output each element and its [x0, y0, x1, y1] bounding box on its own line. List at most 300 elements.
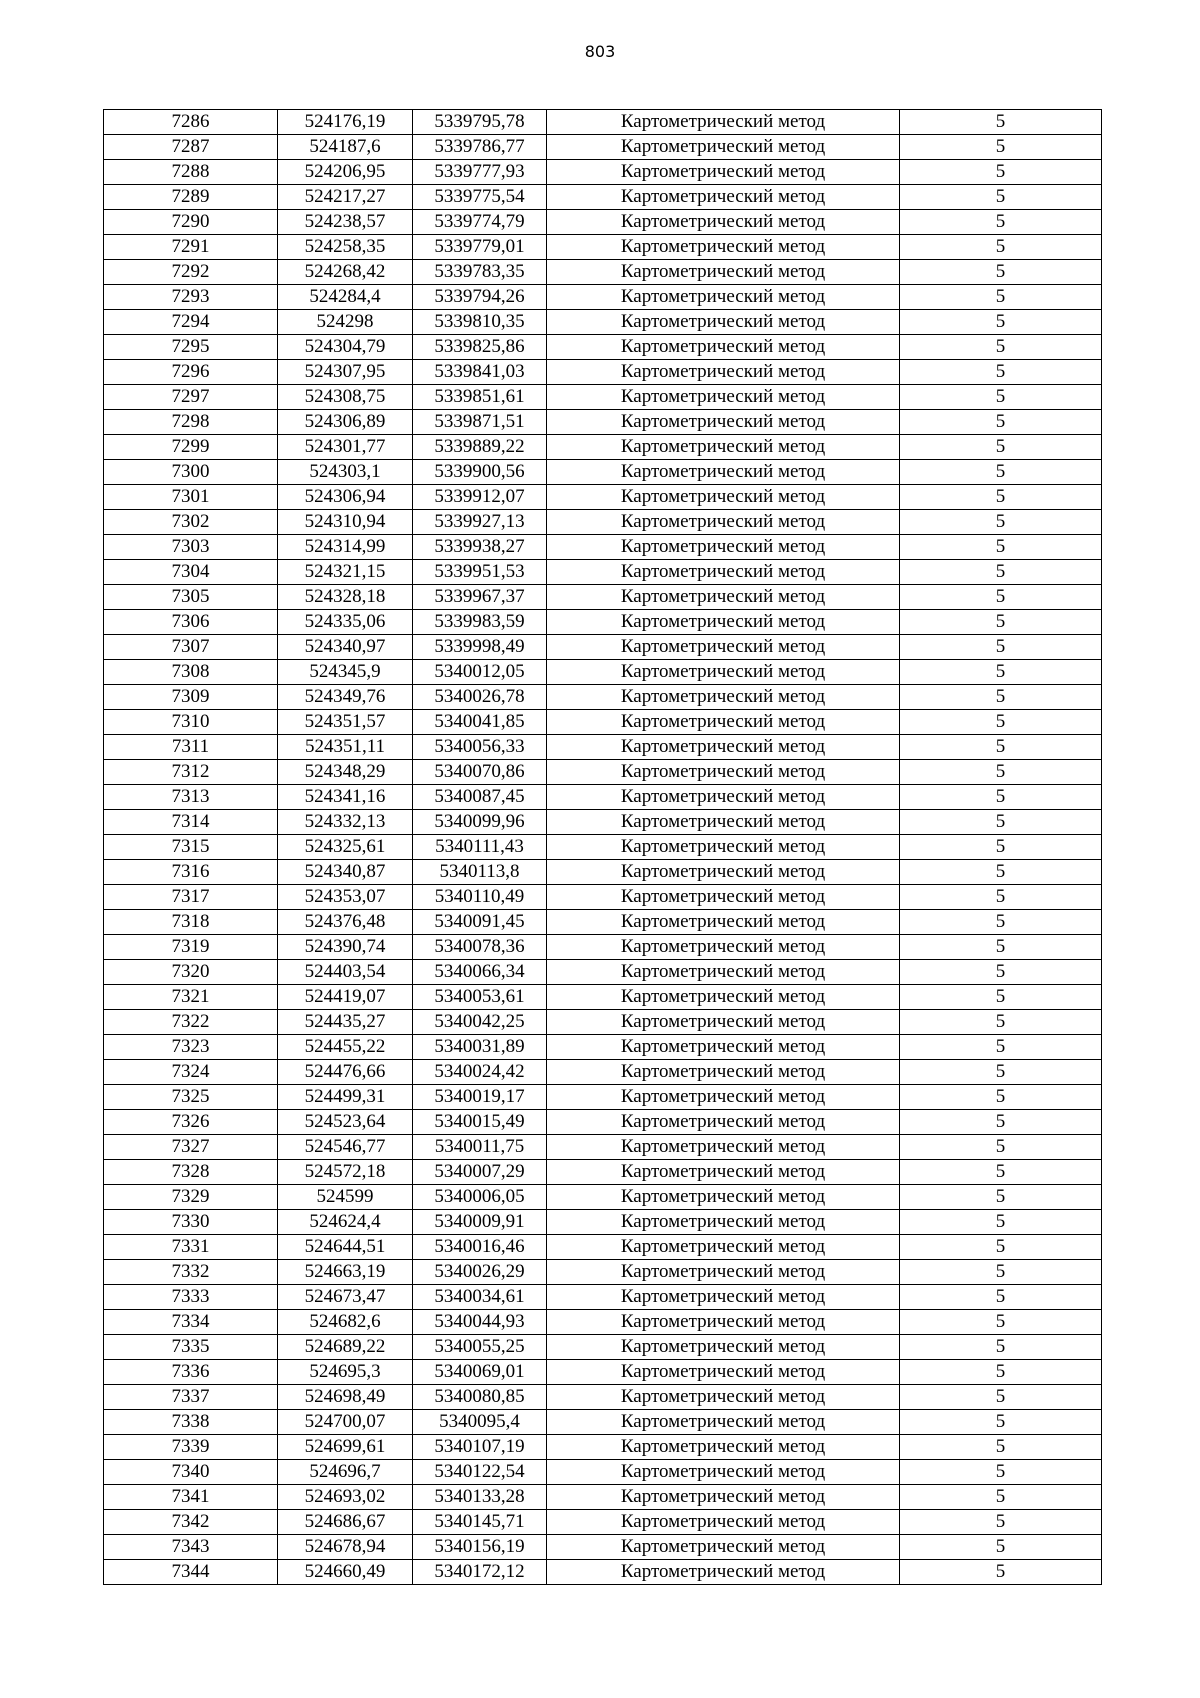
table-row — [104, 1335, 1102, 1360]
point-number-cell: 7306 — [104, 610, 278, 635]
x-coordinate-cell: 524599 — [278, 1185, 413, 1210]
table-row — [104, 1285, 1102, 1310]
point-number-cell: 7341 — [104, 1485, 278, 1510]
point-number-cell: 7313 — [104, 785, 278, 810]
x-coordinate-cell: 524696,7 — [278, 1460, 413, 1485]
y-coordinate-cell: 5340026,78 — [413, 685, 547, 710]
y-coordinate-cell: 5340087,45 — [413, 785, 547, 810]
x-coordinate-cell: 524351,11 — [278, 735, 413, 760]
table-row — [104, 1435, 1102, 1460]
x-coordinate-cell: 524499,31 — [278, 1085, 413, 1110]
x-coordinate-cell: 524306,89 — [278, 410, 413, 435]
point-number-cell: 7337 — [104, 1385, 278, 1410]
method-cell: Картометрический метод — [547, 560, 900, 585]
method-cell: Картометрический метод — [547, 335, 900, 360]
accuracy-cell: 5 — [900, 1335, 1102, 1360]
table-row — [104, 760, 1102, 785]
point-number-cell: 7307 — [104, 635, 278, 660]
table-row — [104, 1010, 1102, 1035]
accuracy-cell: 5 — [900, 435, 1102, 460]
x-coordinate-cell: 524314,99 — [278, 535, 413, 560]
y-coordinate-cell: 5339825,86 — [413, 335, 547, 360]
y-coordinate-cell: 5339998,49 — [413, 635, 547, 660]
x-coordinate-cell: 524301,77 — [278, 435, 413, 460]
point-number-cell: 7321 — [104, 985, 278, 1010]
y-coordinate-cell: 5340133,28 — [413, 1485, 547, 1510]
method-cell: Картометрический метод — [547, 960, 900, 985]
point-number-cell: 7293 — [104, 285, 278, 310]
x-coordinate-cell: 524523,64 — [278, 1110, 413, 1135]
y-coordinate-cell: 5339927,13 — [413, 510, 547, 535]
accuracy-cell: 5 — [900, 1210, 1102, 1235]
table-row — [104, 960, 1102, 985]
method-cell: Картометрический метод — [547, 1410, 900, 1435]
accuracy-cell: 5 — [900, 1160, 1102, 1185]
x-coordinate-cell: 524328,18 — [278, 585, 413, 610]
accuracy-cell: 5 — [900, 660, 1102, 685]
x-coordinate-cell: 524624,4 — [278, 1210, 413, 1235]
accuracy-cell: 5 — [900, 1310, 1102, 1335]
y-coordinate-cell: 5339841,03 — [413, 360, 547, 385]
table-row — [104, 1560, 1102, 1585]
table-row — [104, 460, 1102, 485]
table-row — [104, 935, 1102, 960]
method-cell: Картометрический метод — [547, 760, 900, 785]
accuracy-cell: 5 — [900, 760, 1102, 785]
x-coordinate-cell: 524187,6 — [278, 135, 413, 160]
x-coordinate-cell: 524700,07 — [278, 1410, 413, 1435]
point-number-cell: 7327 — [104, 1135, 278, 1160]
x-coordinate-cell: 524698,49 — [278, 1385, 413, 1410]
point-number-cell: 7291 — [104, 235, 278, 260]
y-coordinate-cell: 5340007,29 — [413, 1160, 547, 1185]
table-row — [104, 1535, 1102, 1560]
accuracy-cell: 5 — [900, 1260, 1102, 1285]
point-number-cell: 7309 — [104, 685, 278, 710]
method-cell: Картометрический метод — [547, 635, 900, 660]
y-coordinate-cell: 5340041,85 — [413, 710, 547, 735]
point-number-cell: 7289 — [104, 185, 278, 210]
x-coordinate-cell: 524268,42 — [278, 260, 413, 285]
y-coordinate-cell: 5340156,19 — [413, 1535, 547, 1560]
method-cell: Картометрический метод — [547, 1560, 900, 1585]
accuracy-cell: 5 — [900, 535, 1102, 560]
point-number-cell: 7312 — [104, 760, 278, 785]
method-cell: Картометрический метод — [547, 1385, 900, 1410]
x-coordinate-cell: 524644,51 — [278, 1235, 413, 1260]
table-row — [104, 435, 1102, 460]
y-coordinate-cell: 5339938,27 — [413, 535, 547, 560]
x-coordinate-cell: 524306,94 — [278, 485, 413, 510]
point-number-cell: 7303 — [104, 535, 278, 560]
accuracy-cell: 5 — [900, 960, 1102, 985]
y-coordinate-cell: 5339779,01 — [413, 235, 547, 260]
x-coordinate-cell: 524176,19 — [278, 110, 413, 135]
point-number-cell: 7334 — [104, 1310, 278, 1335]
accuracy-cell: 5 — [900, 235, 1102, 260]
point-number-cell: 7320 — [104, 960, 278, 985]
y-coordinate-cell: 5340111,43 — [413, 835, 547, 860]
accuracy-cell: 5 — [900, 335, 1102, 360]
accuracy-cell: 5 — [900, 1285, 1102, 1310]
point-number-cell: 7343 — [104, 1535, 278, 1560]
method-cell: Картометрический метод — [547, 135, 900, 160]
table-row — [104, 385, 1102, 410]
method-cell: Картометрический метод — [547, 1160, 900, 1185]
method-cell: Картометрический метод — [547, 1360, 900, 1385]
x-coordinate-cell: 524695,3 — [278, 1360, 413, 1385]
y-coordinate-cell: 5340122,54 — [413, 1460, 547, 1485]
y-coordinate-cell: 5340031,89 — [413, 1035, 547, 1060]
accuracy-cell: 5 — [900, 210, 1102, 235]
table-row — [104, 360, 1102, 385]
table-row — [104, 335, 1102, 360]
method-cell: Картометрический метод — [547, 235, 900, 260]
method-cell: Картометрический метод — [547, 410, 900, 435]
y-coordinate-cell: 5340056,33 — [413, 735, 547, 760]
accuracy-cell: 5 — [900, 1235, 1102, 1260]
accuracy-cell: 5 — [900, 1435, 1102, 1460]
method-cell: Картометрический метод — [547, 160, 900, 185]
table-row — [104, 110, 1102, 135]
method-cell: Картометрический метод — [547, 260, 900, 285]
x-coordinate-cell: 524258,35 — [278, 235, 413, 260]
table-row — [104, 1135, 1102, 1160]
table-row — [104, 735, 1102, 760]
y-coordinate-cell: 5340091,45 — [413, 910, 547, 935]
y-coordinate-cell: 5340113,8 — [413, 860, 547, 885]
accuracy-cell: 5 — [900, 1060, 1102, 1085]
accuracy-cell: 5 — [900, 835, 1102, 860]
accuracy-cell: 5 — [900, 1510, 1102, 1535]
point-number-cell: 7318 — [104, 910, 278, 935]
accuracy-cell: 5 — [900, 135, 1102, 160]
point-number-cell: 7302 — [104, 510, 278, 535]
accuracy-cell: 5 — [900, 810, 1102, 835]
accuracy-cell: 5 — [900, 910, 1102, 935]
x-coordinate-cell: 524682,6 — [278, 1310, 413, 1335]
accuracy-cell: 5 — [900, 1535, 1102, 1560]
y-coordinate-cell: 5340107,19 — [413, 1435, 547, 1460]
accuracy-cell: 5 — [900, 1410, 1102, 1435]
accuracy-cell: 5 — [900, 560, 1102, 585]
accuracy-cell: 5 — [900, 635, 1102, 660]
accuracy-cell: 5 — [900, 710, 1102, 735]
table-row — [104, 485, 1102, 510]
x-coordinate-cell: 524686,67 — [278, 1510, 413, 1535]
point-number-cell: 7326 — [104, 1110, 278, 1135]
table-row — [104, 1410, 1102, 1435]
point-number-cell: 7296 — [104, 360, 278, 385]
x-coordinate-cell: 524335,06 — [278, 610, 413, 635]
y-coordinate-cell: 5340172,12 — [413, 1560, 547, 1585]
method-cell: Картометрический метод — [547, 1185, 900, 1210]
method-cell: Картометрический метод — [547, 1010, 900, 1035]
method-cell: Картометрический метод — [547, 460, 900, 485]
point-number-cell: 7330 — [104, 1210, 278, 1235]
accuracy-cell: 5 — [900, 185, 1102, 210]
point-number-cell: 7336 — [104, 1360, 278, 1385]
accuracy-cell: 5 — [900, 1485, 1102, 1510]
y-coordinate-cell: 5339851,61 — [413, 385, 547, 410]
x-coordinate-cell: 524376,48 — [278, 910, 413, 935]
x-coordinate-cell: 524340,97 — [278, 635, 413, 660]
method-cell: Картометрический метод — [547, 435, 900, 460]
x-coordinate-cell: 524419,07 — [278, 985, 413, 1010]
method-cell: Картометрический метод — [547, 1260, 900, 1285]
accuracy-cell: 5 — [900, 1035, 1102, 1060]
table-row — [104, 1310, 1102, 1335]
x-coordinate-cell: 524325,61 — [278, 835, 413, 860]
method-cell: Картометрический метод — [547, 1335, 900, 1360]
point-number-cell: 7317 — [104, 885, 278, 910]
point-number-cell: 7344 — [104, 1560, 278, 1585]
y-coordinate-cell: 5340145,71 — [413, 1510, 547, 1535]
y-coordinate-cell: 5339795,78 — [413, 110, 547, 135]
y-coordinate-cell: 5340012,05 — [413, 660, 547, 685]
table-row — [104, 635, 1102, 660]
method-cell: Картометрический метод — [547, 785, 900, 810]
y-coordinate-cell: 5339783,35 — [413, 260, 547, 285]
table-row — [104, 835, 1102, 860]
table-row — [104, 560, 1102, 585]
table-row — [104, 1060, 1102, 1085]
method-cell: Картометрический метод — [547, 360, 900, 385]
table-row — [104, 510, 1102, 535]
method-cell: Картометрический метод — [547, 1510, 900, 1535]
y-coordinate-cell: 5340099,96 — [413, 810, 547, 835]
method-cell: Картометрический метод — [547, 110, 900, 135]
x-coordinate-cell: 524340,87 — [278, 860, 413, 885]
method-cell: Картометрический метод — [547, 1435, 900, 1460]
point-number-cell: 7287 — [104, 135, 278, 160]
y-coordinate-cell: 5340042,25 — [413, 1010, 547, 1035]
point-number-cell: 7342 — [104, 1510, 278, 1535]
table-row — [104, 885, 1102, 910]
method-cell: Картометрический метод — [547, 285, 900, 310]
x-coordinate-cell: 524332,13 — [278, 810, 413, 835]
accuracy-cell: 5 — [900, 785, 1102, 810]
table-row — [104, 1035, 1102, 1060]
method-cell: Картометрический метод — [547, 1535, 900, 1560]
x-coordinate-cell: 524678,94 — [278, 1535, 413, 1560]
y-coordinate-cell: 5340019,17 — [413, 1085, 547, 1110]
x-coordinate-cell: 524308,75 — [278, 385, 413, 410]
accuracy-cell: 5 — [900, 1185, 1102, 1210]
x-coordinate-cell: 524310,94 — [278, 510, 413, 535]
x-coordinate-cell: 524351,57 — [278, 710, 413, 735]
y-coordinate-cell: 5339889,22 — [413, 435, 547, 460]
table-row — [104, 985, 1102, 1010]
point-number-cell: 7304 — [104, 560, 278, 585]
y-coordinate-cell: 5340110,49 — [413, 885, 547, 910]
accuracy-cell: 5 — [900, 485, 1102, 510]
method-cell: Картометрический метод — [547, 185, 900, 210]
method-cell: Картометрический метод — [547, 610, 900, 635]
method-cell: Картометрический метод — [547, 1285, 900, 1310]
point-number-cell: 7333 — [104, 1285, 278, 1310]
point-number-cell: 7299 — [104, 435, 278, 460]
x-coordinate-cell: 524303,1 — [278, 460, 413, 485]
table-row — [104, 1385, 1102, 1410]
x-coordinate-cell: 524353,07 — [278, 885, 413, 910]
x-coordinate-cell: 524238,57 — [278, 210, 413, 235]
y-coordinate-cell: 5340069,01 — [413, 1360, 547, 1385]
x-coordinate-cell: 524546,77 — [278, 1135, 413, 1160]
accuracy-cell: 5 — [900, 1085, 1102, 1110]
table-row — [104, 610, 1102, 635]
table-row — [104, 285, 1102, 310]
method-cell: Картометрический метод — [547, 1135, 900, 1160]
page-number: 803 — [584, 42, 616, 61]
y-coordinate-cell: 5340044,93 — [413, 1310, 547, 1335]
accuracy-cell: 5 — [900, 1385, 1102, 1410]
x-coordinate-cell: 524435,27 — [278, 1010, 413, 1035]
x-coordinate-cell: 524284,4 — [278, 285, 413, 310]
point-number-cell: 7324 — [104, 1060, 278, 1085]
y-coordinate-cell: 5339774,79 — [413, 210, 547, 235]
table-row — [104, 1460, 1102, 1485]
accuracy-cell: 5 — [900, 885, 1102, 910]
table-row — [104, 660, 1102, 685]
y-coordinate-cell: 5340016,46 — [413, 1235, 547, 1260]
table-row — [104, 1510, 1102, 1535]
method-cell: Картометрический метод — [547, 210, 900, 235]
table-row — [104, 1260, 1102, 1285]
method-cell: Картометрический метод — [547, 910, 900, 935]
method-cell: Картометрический метод — [547, 1460, 900, 1485]
method-cell: Картометрический метод — [547, 585, 900, 610]
x-coordinate-cell: 524341,16 — [278, 785, 413, 810]
table-row — [104, 1110, 1102, 1135]
method-cell: Картометрический метод — [547, 510, 900, 535]
x-coordinate-cell: 524693,02 — [278, 1485, 413, 1510]
accuracy-cell: 5 — [900, 1135, 1102, 1160]
method-cell: Картометрический метод — [547, 935, 900, 960]
method-cell: Картометрический метод — [547, 485, 900, 510]
method-cell: Картометрический метод — [547, 710, 900, 735]
accuracy-cell: 5 — [900, 460, 1102, 485]
table-row — [104, 1085, 1102, 1110]
x-coordinate-cell: 524206,95 — [278, 160, 413, 185]
y-coordinate-cell: 5340053,61 — [413, 985, 547, 1010]
table-row — [104, 210, 1102, 235]
y-coordinate-cell: 5340015,49 — [413, 1110, 547, 1135]
y-coordinate-cell: 5339900,56 — [413, 460, 547, 485]
y-coordinate-cell: 5340011,75 — [413, 1135, 547, 1160]
x-coordinate-cell: 524663,19 — [278, 1260, 413, 1285]
table-row — [104, 910, 1102, 935]
accuracy-cell: 5 — [900, 610, 1102, 635]
method-cell: Картометрический метод — [547, 1035, 900, 1060]
method-cell: Картометрический метод — [547, 1110, 900, 1135]
method-cell: Картометрический метод — [547, 1085, 900, 1110]
table-row — [104, 310, 1102, 335]
y-coordinate-cell: 5339810,35 — [413, 310, 547, 335]
point-number-cell: 7292 — [104, 260, 278, 285]
x-coordinate-cell: 524390,74 — [278, 935, 413, 960]
table-row — [104, 1485, 1102, 1510]
method-cell: Картометрический метод — [547, 810, 900, 835]
point-number-cell: 7335 — [104, 1335, 278, 1360]
point-number-cell: 7298 — [104, 410, 278, 435]
accuracy-cell: 5 — [900, 510, 1102, 535]
method-cell: Картометрический метод — [547, 735, 900, 760]
x-coordinate-cell: 524217,27 — [278, 185, 413, 210]
accuracy-cell: 5 — [900, 260, 1102, 285]
point-number-cell: 7322 — [104, 1010, 278, 1035]
x-coordinate-cell: 524455,22 — [278, 1035, 413, 1060]
table-row — [104, 710, 1102, 735]
x-coordinate-cell: 524403,54 — [278, 960, 413, 985]
point-number-cell: 7308 — [104, 660, 278, 685]
y-coordinate-cell: 5340095,4 — [413, 1410, 547, 1435]
y-coordinate-cell: 5339983,59 — [413, 610, 547, 635]
point-number-cell: 7288 — [104, 160, 278, 185]
point-number-cell: 7300 — [104, 460, 278, 485]
accuracy-cell: 5 — [900, 385, 1102, 410]
y-coordinate-cell: 5340080,85 — [413, 1385, 547, 1410]
y-coordinate-cell: 5340024,42 — [413, 1060, 547, 1085]
x-coordinate-cell: 524689,22 — [278, 1335, 413, 1360]
table-row — [104, 160, 1102, 185]
table-row — [104, 860, 1102, 885]
accuracy-cell: 5 — [900, 1010, 1102, 1035]
point-number-cell: 7332 — [104, 1260, 278, 1285]
table-row — [104, 260, 1102, 285]
y-coordinate-cell: 5340034,61 — [413, 1285, 547, 1310]
x-coordinate-cell: 524307,95 — [278, 360, 413, 385]
point-number-cell: 7339 — [104, 1435, 278, 1460]
method-cell: Картометрический метод — [547, 660, 900, 685]
accuracy-cell: 5 — [900, 310, 1102, 335]
point-number-cell: 7297 — [104, 385, 278, 410]
accuracy-cell: 5 — [900, 935, 1102, 960]
x-coordinate-cell: 524476,66 — [278, 1060, 413, 1085]
point-number-cell: 7294 — [104, 310, 278, 335]
x-coordinate-cell: 524304,79 — [278, 335, 413, 360]
y-coordinate-cell: 5340006,05 — [413, 1185, 547, 1210]
table-row — [104, 1235, 1102, 1260]
point-number-cell: 7329 — [104, 1185, 278, 1210]
y-coordinate-cell: 5340026,29 — [413, 1260, 547, 1285]
x-coordinate-cell: 524699,61 — [278, 1435, 413, 1460]
method-cell: Картометрический метод — [547, 1235, 900, 1260]
y-coordinate-cell: 5339871,51 — [413, 410, 547, 435]
y-coordinate-cell: 5340009,91 — [413, 1210, 547, 1235]
accuracy-cell: 5 — [900, 285, 1102, 310]
accuracy-cell: 5 — [900, 110, 1102, 135]
x-coordinate-cell: 524660,49 — [278, 1560, 413, 1585]
table-row — [104, 810, 1102, 835]
y-coordinate-cell: 5339794,26 — [413, 285, 547, 310]
point-number-cell: 7290 — [104, 210, 278, 235]
accuracy-cell: 5 — [900, 685, 1102, 710]
y-coordinate-cell: 5340066,34 — [413, 960, 547, 985]
point-number-cell: 7305 — [104, 585, 278, 610]
accuracy-cell: 5 — [900, 410, 1102, 435]
method-cell: Картометрический метод — [547, 1310, 900, 1335]
point-number-cell: 7286 — [104, 110, 278, 135]
y-coordinate-cell: 5340070,86 — [413, 760, 547, 785]
y-coordinate-cell: 5340055,25 — [413, 1335, 547, 1360]
table-row — [104, 585, 1102, 610]
table-row — [104, 785, 1102, 810]
y-coordinate-cell: 5339786,77 — [413, 135, 547, 160]
point-number-cell: 7331 — [104, 1235, 278, 1260]
coordinates-table — [103, 109, 1102, 1585]
table-row — [104, 410, 1102, 435]
